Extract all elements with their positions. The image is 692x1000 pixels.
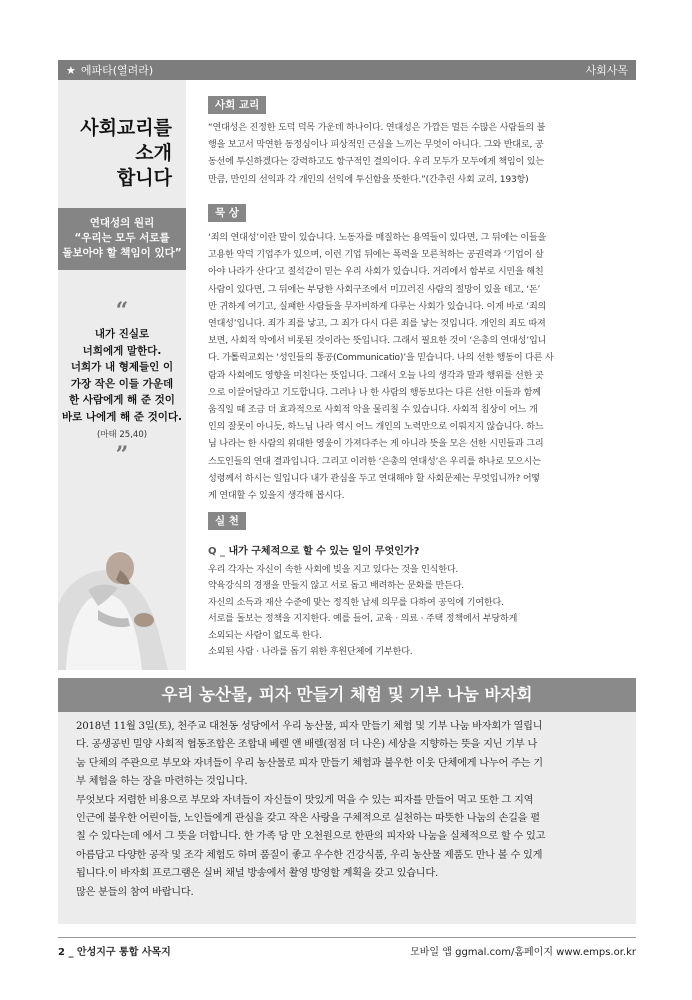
list-item: 자신의 소득과 재산 수준에 맞는 정직한 납세 의무를 다하여 공익에 기여한다. [208,597,504,608]
bazaar-title: 우리 농산물, 피자 만들기 체험 및 기부 나눔 바자회 [58,678,636,712]
footer-divider [58,937,636,938]
category-label: 사회사목 [585,64,628,77]
text-line: 행을 보고서 막연한 동정심이나 피상적인 근심을 느끼는 무엇이 아니다. 그와 반대로, 공 [208,140,544,151]
text-line: ‘죄의 연대성’이란 말이 있습니다. 노동자를 매질하는 용역들이 있다면, 그 뒤에는 이들을 [208,233,547,243]
practice-tag: 실 천 [208,512,246,530]
sidebar-title [80,116,172,191]
text-line: 아야 나라가 산다’고 절석같이 믿는 우리 사회가 있습니다. 거리에서 함부로 시민을 해친 [208,267,544,278]
quote-line: 바로 나에게 해 준 것이다. [61,410,183,423]
theme-line: 연대성의 원리 [89,217,155,229]
text-line: 보면, 사회적 악에서 비롯된 것이라는 뜻입니다. 그래서 필요한 것이 ‘은총의 연대성’입니 [208,336,547,347]
text-line: 동선에 투신하겠다는 강력하고도 항구적인 결의이다. 우리 모두가 모두에게 책임이 있는 [208,157,544,168]
sidebar-title-line: 소개 [135,142,172,164]
list-item: 약육강식의 경쟁을 만들지 않고 서로 돕고 배려하는 문화를 만든다. [208,581,464,592]
quote-line: 가장 작은 이들 가운데 [70,377,174,390]
quote-line: 한 사람에게 해 준 것이 [69,394,175,406]
quote-reference: (마태 25,40) [96,430,148,440]
question-prefix: Q _ [208,546,229,557]
sidebar-title-line: 합니다 [116,167,172,189]
theme-box [58,208,186,270]
close-quote-icon: ” [115,442,129,468]
bazaar-paragraph: 2018년 11월 3일(토), 천주교 대천동 성당에서 우리 농산물, 피자 만들기 체험 및 기부 나눔 바자회가 열립니 다. 공생공빈 밀양 사회적 협동조합은 조합내 베렐 앤 배렐(점점 더 나은) 세상을 지향하는 뜻을 지닌 기부 나 눔 단체의 주관으로 부모와 자녀들이 우리 농산물로 피자 만들기 체험과 불우한 이웃 단체에게 나누어 주는 기 부 체험을 하는 장을 마련하는 것입니다. [76,721,543,788]
header-bar [58,60,636,80]
pope-photo [58,510,186,670]
text-line: 사람이 있다면, 그 뒤에는 부당한 사회구조에서 미끄러진 사람의 절망이 있을 테고, ‘돈’ [208,284,541,295]
list-item: 소외되는 사람이 없도록 한다. [208,630,322,641]
text-line: 연대성’입니다. 죄가 죄를 낳고, 그 죄가 다시 다른 죄를 낳는 것입니다. 개인의 죄도 따져 [208,319,546,330]
text-line: 님 나라는 한 사람의 위대한 영웅이 가져다주는 게 아니라 뜻을 모은 선한 시민들과 그리 [208,439,544,450]
footer-publication: 2 _ 안성지구 통합 사목지 [58,947,171,958]
meditation-text [208,230,636,505]
theme-line: “우리는 모두 서로를 [74,232,170,244]
open-quote-icon: “ [115,298,129,324]
text-line: 으로 이끌어달라고 기도합니다. 그러나 나 한 사람의 행동보다는 다른 선한 이들과 함께 [208,387,541,398]
section-name: 에파타(열려라) [80,64,154,77]
practice-list [208,562,636,660]
sidebar [58,80,186,670]
header-left [66,62,153,78]
bazaar-paragraph: 무엇보다 저렴한 비용으로 부모와 자녀들이 자신들이 맛있게 먹을 수 있는 피자를 만들어 먹고 또한 그 지역 인근에 불우한 어린이들, 노인들에게 관심을 갖고 작은 사랑을 구체적으로 실천하는 따뜻한 나눔의 손길을 펼 칠 수 있다는데 에서 그 뜻을 더합니다. 한 가족 당 만 오천원으로 한판의 피자와 나눔을 실체적으로 할 수 있고 아름답고 다양한 공작 및 조각 체험도 하며 품질이 좋고 우수한 건강식품, 우리 농산물 제품도 만나 볼 수 있게 됩니다.이 바자회 프로그램은 실버 채널 방송에서 촬영 방영할 계획을 갖고 있습니다. [76,794,546,880]
text-line: 인의 잘못이 아니듯, 하느님 나라 역시 어느 개인의 노력만으로 이뤄지지 않습니다. 하느 [208,422,544,433]
text-line: 게 연대할 수 있을지 생각해 봅시다. [208,491,345,502]
text-line: 움직일 때 조금 더 효과적으로 사회적 악을 물리칠 수 있습니다. 사회적 침상이 어느 개 [208,405,538,416]
text-line: 스도인들의 연대 결과입니다. 그리고 이러한 ‘은총의 연대성’은 우리를 하나로 모으시는 [208,456,541,467]
bazaar-paragraph: 많은 분들의 참여 바랍니다. [76,886,194,898]
quote-line: 너희에게 말한다. [82,344,162,357]
bazaar-article [58,712,636,924]
theme-line: 돌보아야 할 책임이 있다” [62,247,182,259]
text-line: 다. 가톨릭교회는 ‘성인들의 통공(Communicatio)’을 믿습니다. 나의 선한 행동이 다른 사 [208,353,554,364]
footer-contact: 모바일 앱 ggmal.com/홈페이지 www.emps.or.kr [410,947,636,958]
question-text: 내가 구체적으로 할 수 있는 일이 무엇인가? [228,546,420,557]
quote-line: 너희가 내 형제들인 이 [70,361,174,373]
text-line: “연대성은 진정한 도덕 덕목 가운데 하나이다. 연대성은 가깝든 멀든 수많은 사람들의 불 [208,123,546,133]
list-item: 우리 각자는 자신이 속한 사회에 빚을 지고 있다는 것을 인식한다. [208,565,459,575]
star-icon: ★ [66,63,76,77]
text-line: 고용한 악덕 기업주가 있으며, 이런 기업 뒤에는 폭력을 모른척하는 공권력과 ‘기업이 살 [208,250,544,261]
scripture-quote [58,326,186,425]
text-line: 람과 사회에도 영향을 미친다는 뜻입니다. 그래서 오늘 나의 생각과 말과 행위를 선한 곳 [208,370,544,381]
text-line: 성령께서 하시는 일입니다 내가 관심을 두고 연대해야 할 사회문제는 무엇입니까? 어떻 [208,473,540,484]
list-item: 소외된 사람 · 나라를 돕기 위한 후원단체에 기부한다. [208,647,413,658]
doctrine-text [208,120,636,189]
text-line: 만 귀하게 여기고, 실패한 사람들을 무자비하게 다루는 사회가 있습니다. 이게 바로 ‘죄의 [208,301,547,312]
doctrine-tag: 사회 교리 [208,96,266,114]
quote-line: 내가 진실로 [94,328,150,340]
list-item: 서로를 돌보는 정책을 지지한다. 예를 들어, 교육 · 의료 · 주택 정책에서 부당하게 [208,614,518,625]
practice-question [208,542,419,557]
meditation-tag: 묵 상 [208,204,246,222]
text-line: 만큼, 만인의 선익과 각 개인의 선익에 투신함을 뜻한다.”(간추린 사회 교리, 193항) [208,174,529,185]
sidebar-title-line: 사회교리를 [80,117,172,139]
